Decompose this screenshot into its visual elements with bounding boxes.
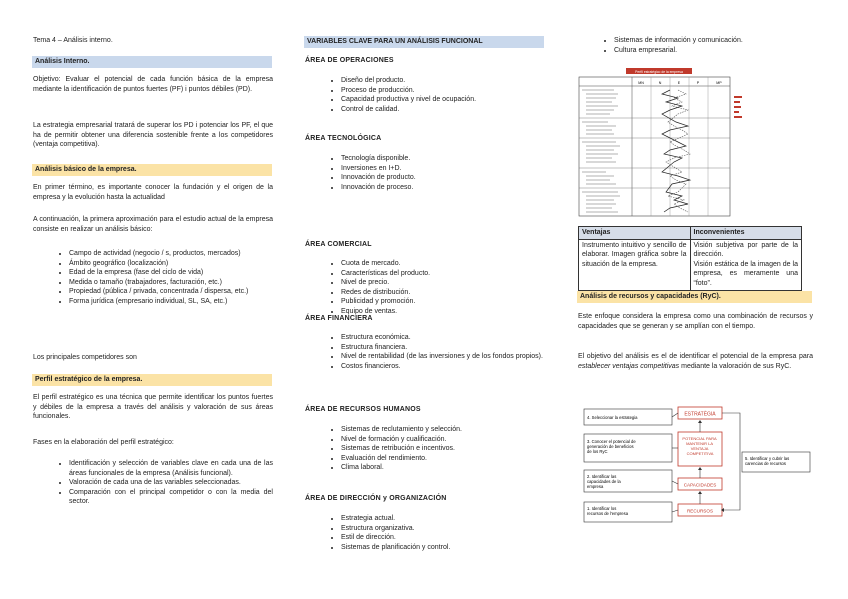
list-item: • Identificación y selección de variables clave en cada una de las áreas funcionales de la empresa (Análisis funcional). — [69, 459, 273, 478]
step-4-label: 4. Seleccionar la estrategia — [587, 415, 638, 420]
list-item: • Sistemas de planificación y control. — [341, 543, 551, 553]
list-item: • Control de calidad. — [341, 105, 551, 115]
list-item: • Costos financieros. — [341, 362, 551, 372]
ryc-diagram — [582, 404, 812, 526]
list-item: • Características del producto. — [341, 269, 551, 279]
chart-title: Perfil estratégico de la empresa — [635, 70, 683, 74]
list-item: • Nivel de formación y cualificación. — [341, 435, 551, 445]
potencial-label: POTENCIAL PARA MANTENIR LA VENTAJA COMPETITIVA — [682, 436, 717, 456]
inconveniente-item: Visión estática de la imagen de la empresa, es meramente una “foto”. — [693, 260, 798, 287]
section-heading-analisis-interno: Análisis Interno. — [32, 56, 272, 68]
area-list — [305, 333, 551, 371]
chart-row-placeholders — [582, 90, 620, 212]
list-item: • Diseño del producto. — [341, 76, 551, 86]
list-item: • Valoración de cada una de las variables seleccionadas. — [69, 478, 273, 488]
recursos-label: RECURSOS — [686, 508, 714, 514]
step-3-label: 3. Conocer el potencial de generación de beneficios de los RyC — [587, 439, 636, 454]
list-item: • Equipo de ventas. — [341, 307, 551, 317]
inconvenientes-cell — [690, 239, 802, 290]
area-title: ÁREA FINANCIERA — [305, 315, 373, 322]
inconveniente-item: Visión subjetiva por parte de la dirección. — [693, 241, 798, 259]
area-title: ÁREA DE OPERACIONES — [305, 57, 394, 64]
profile-line-competitor — [666, 90, 690, 212]
aproximacion-paragraph: A continuación, la primera aproximación para el estudio actual de la empresa consiste en realizar un análisis básico: — [33, 216, 273, 233]
ryc-paragraph-1: Este enfoque considera la empresa como una combinación de recursos y capacidades que se generan y se amplían con el tiempo. — [578, 313, 813, 330]
estrategia-label: ESTRATÈGIA — [684, 411, 716, 418]
list-item: • Proceso de producción. — [341, 86, 551, 96]
list-item: • Innovación de producto. — [341, 173, 551, 183]
origen-paragraph: En primer término, es importante conocer la fundación y el origen de la empresa y la evolución hasta la actualidad — [33, 184, 273, 201]
perfil-paragraph: El perfil estratégico es una técnica que permite identificar los puntos fuertes y débiles de la empresa a través del análisis y valoración de sus áreas funcionales. — [33, 394, 273, 421]
list-item: • Nivel de precio. — [341, 278, 551, 288]
area-list — [305, 425, 551, 473]
area-title: ÁREA COMERCIAL — [305, 241, 372, 248]
step-2-label: 2. Identificar las capacidades de la empresa — [587, 474, 621, 489]
list-item: • Forma jurídica (empresario individual, SL, SA, etc.) — [69, 297, 273, 307]
list-item: • Propiedad (pública / privada, concentrada / dispersa, etc.) — [69, 287, 273, 297]
list-item: • Estructura económica. — [341, 333, 551, 343]
step-5-label: 5. Identificar y cubrir las carencias de recursos — [745, 456, 790, 466]
list-item: • Capacidad productiva y nivel de ocupación. — [341, 95, 551, 105]
ventajas-inconvenientes-table — [578, 226, 802, 291]
scale-label: E — [677, 81, 681, 85]
list-item: • Redes de distribución. — [341, 288, 551, 298]
scale-label: MP — [716, 81, 722, 85]
ryc-paragraph-2: El objetivo del análisis es el de identificar el potencial de la empresa para establecer ventajas competitivas mediante la valoración de sus RyC. — [578, 353, 813, 370]
doc-header: Tema 4 – Análisis interno. — [33, 37, 113, 44]
chart-legend — [734, 96, 742, 118]
estrategia-paragraph: La estrategia empresarial tratará de superar los PD i potenciar los PF, el que ha de permitir obtener una diferencia sostenible frente a los competidores (ventaja competitiva). — [33, 122, 273, 149]
list-item: • Cuota de mercado. — [341, 259, 551, 269]
fases-list — [33, 459, 273, 507]
section-heading-ryc: Análisis de recursos y capacidades (RyC). — [577, 291, 812, 303]
scale-label: N — [658, 81, 662, 85]
list-item: • Medida o tamaño (trabajadores, facturación, etc.) — [69, 278, 273, 288]
step-1-label: 1. Identificar los recursos de l'empresa — [587, 506, 629, 516]
area-list — [305, 514, 551, 552]
list-item: • Clima laboral. — [341, 463, 551, 473]
fases-line: Fases en la elaboración del perfil estratégico: — [33, 439, 174, 446]
list-item: • Publicidad y promoción. — [341, 297, 551, 307]
area-title: ÁREA DE DIRECCIÓN y ORGANIZACIÓN — [305, 495, 447, 502]
list-item: • Innovación de proceso. — [341, 183, 551, 193]
section-heading-analisis-basico: Análisis básico de la empresa. — [32, 164, 272, 176]
area-list-continued — [578, 36, 824, 55]
list-item: • Campo de actividad (negocio / s, productos, mercados) — [69, 249, 273, 259]
area-list — [305, 259, 551, 317]
section-heading-perfil: Perfil estratégico de la empresa. — [32, 374, 272, 386]
list-item: • Nivel de rentabilidad (de las inversiones y de los fondos propios). — [341, 352, 551, 362]
capacidades-label: CAPACIDADES — [683, 482, 717, 488]
list-item: • Estil de dirección. — [341, 533, 551, 543]
list-item: • Estructura financiera. — [341, 343, 551, 353]
objetivo-paragraph: Objetivo: Evaluar el potencial de cada función básica de la empresa mediante la identificación de puntos fuertes (PF) i puntos débiles (PD). — [33, 76, 273, 93]
competidores-line: Los principales competidores son — [33, 354, 137, 361]
list-item: • Tecnología disponible. — [341, 154, 551, 164]
list-item: • Sistemas de información y comunicación. — [614, 36, 824, 46]
area-list — [305, 154, 551, 192]
ventajas-cell: Instrumento intuitivo y sencillo de elaborar. Imagen gráfica sobre la situación de la empresa. — [579, 239, 691, 290]
analisis-basico-list — [33, 249, 273, 307]
ryc-emphasis: establecer ventajas competitivas — [578, 362, 680, 370]
table-header-ventajas: Ventajas — [579, 227, 691, 240]
scale-label: P — [696, 81, 700, 85]
list-item: • Ámbito geográfico (localización) — [69, 259, 273, 269]
area-title: ÁREA TECNOLÓGICA — [305, 135, 382, 142]
area-title: ÁREA DE RECURSOS HUMANOS — [305, 406, 421, 413]
list-item: • Edad de la empresa (fase del ciclo de vida) — [69, 268, 273, 278]
list-item: • Sistemas de reclutamiento y selección. — [341, 425, 551, 435]
scale-label: MN — [638, 81, 644, 85]
list-item: • Inversiones en I+D. — [341, 164, 551, 174]
list-item: • Estructura organizativa. — [341, 524, 551, 534]
list-item: • Estrategia actual. — [341, 514, 551, 524]
list-item: • Evaluación del rendimiento. — [341, 454, 551, 464]
list-item: • Sistemas de retribución e incentivos. — [341, 444, 551, 454]
table-header-inconvenientes: Inconvenientes — [690, 227, 802, 240]
list-item: • Cultura empresarial. — [614, 46, 824, 56]
section-heading-variables-clave: VARIABLES CLAVE PARA UN ANÁLISIS FUNCIONAL — [304, 36, 544, 48]
strategic-profile-chart — [578, 68, 744, 218]
list-item: • Comparación con el principal competidor o con la media del sector. — [69, 488, 273, 507]
area-list — [305, 76, 551, 114]
